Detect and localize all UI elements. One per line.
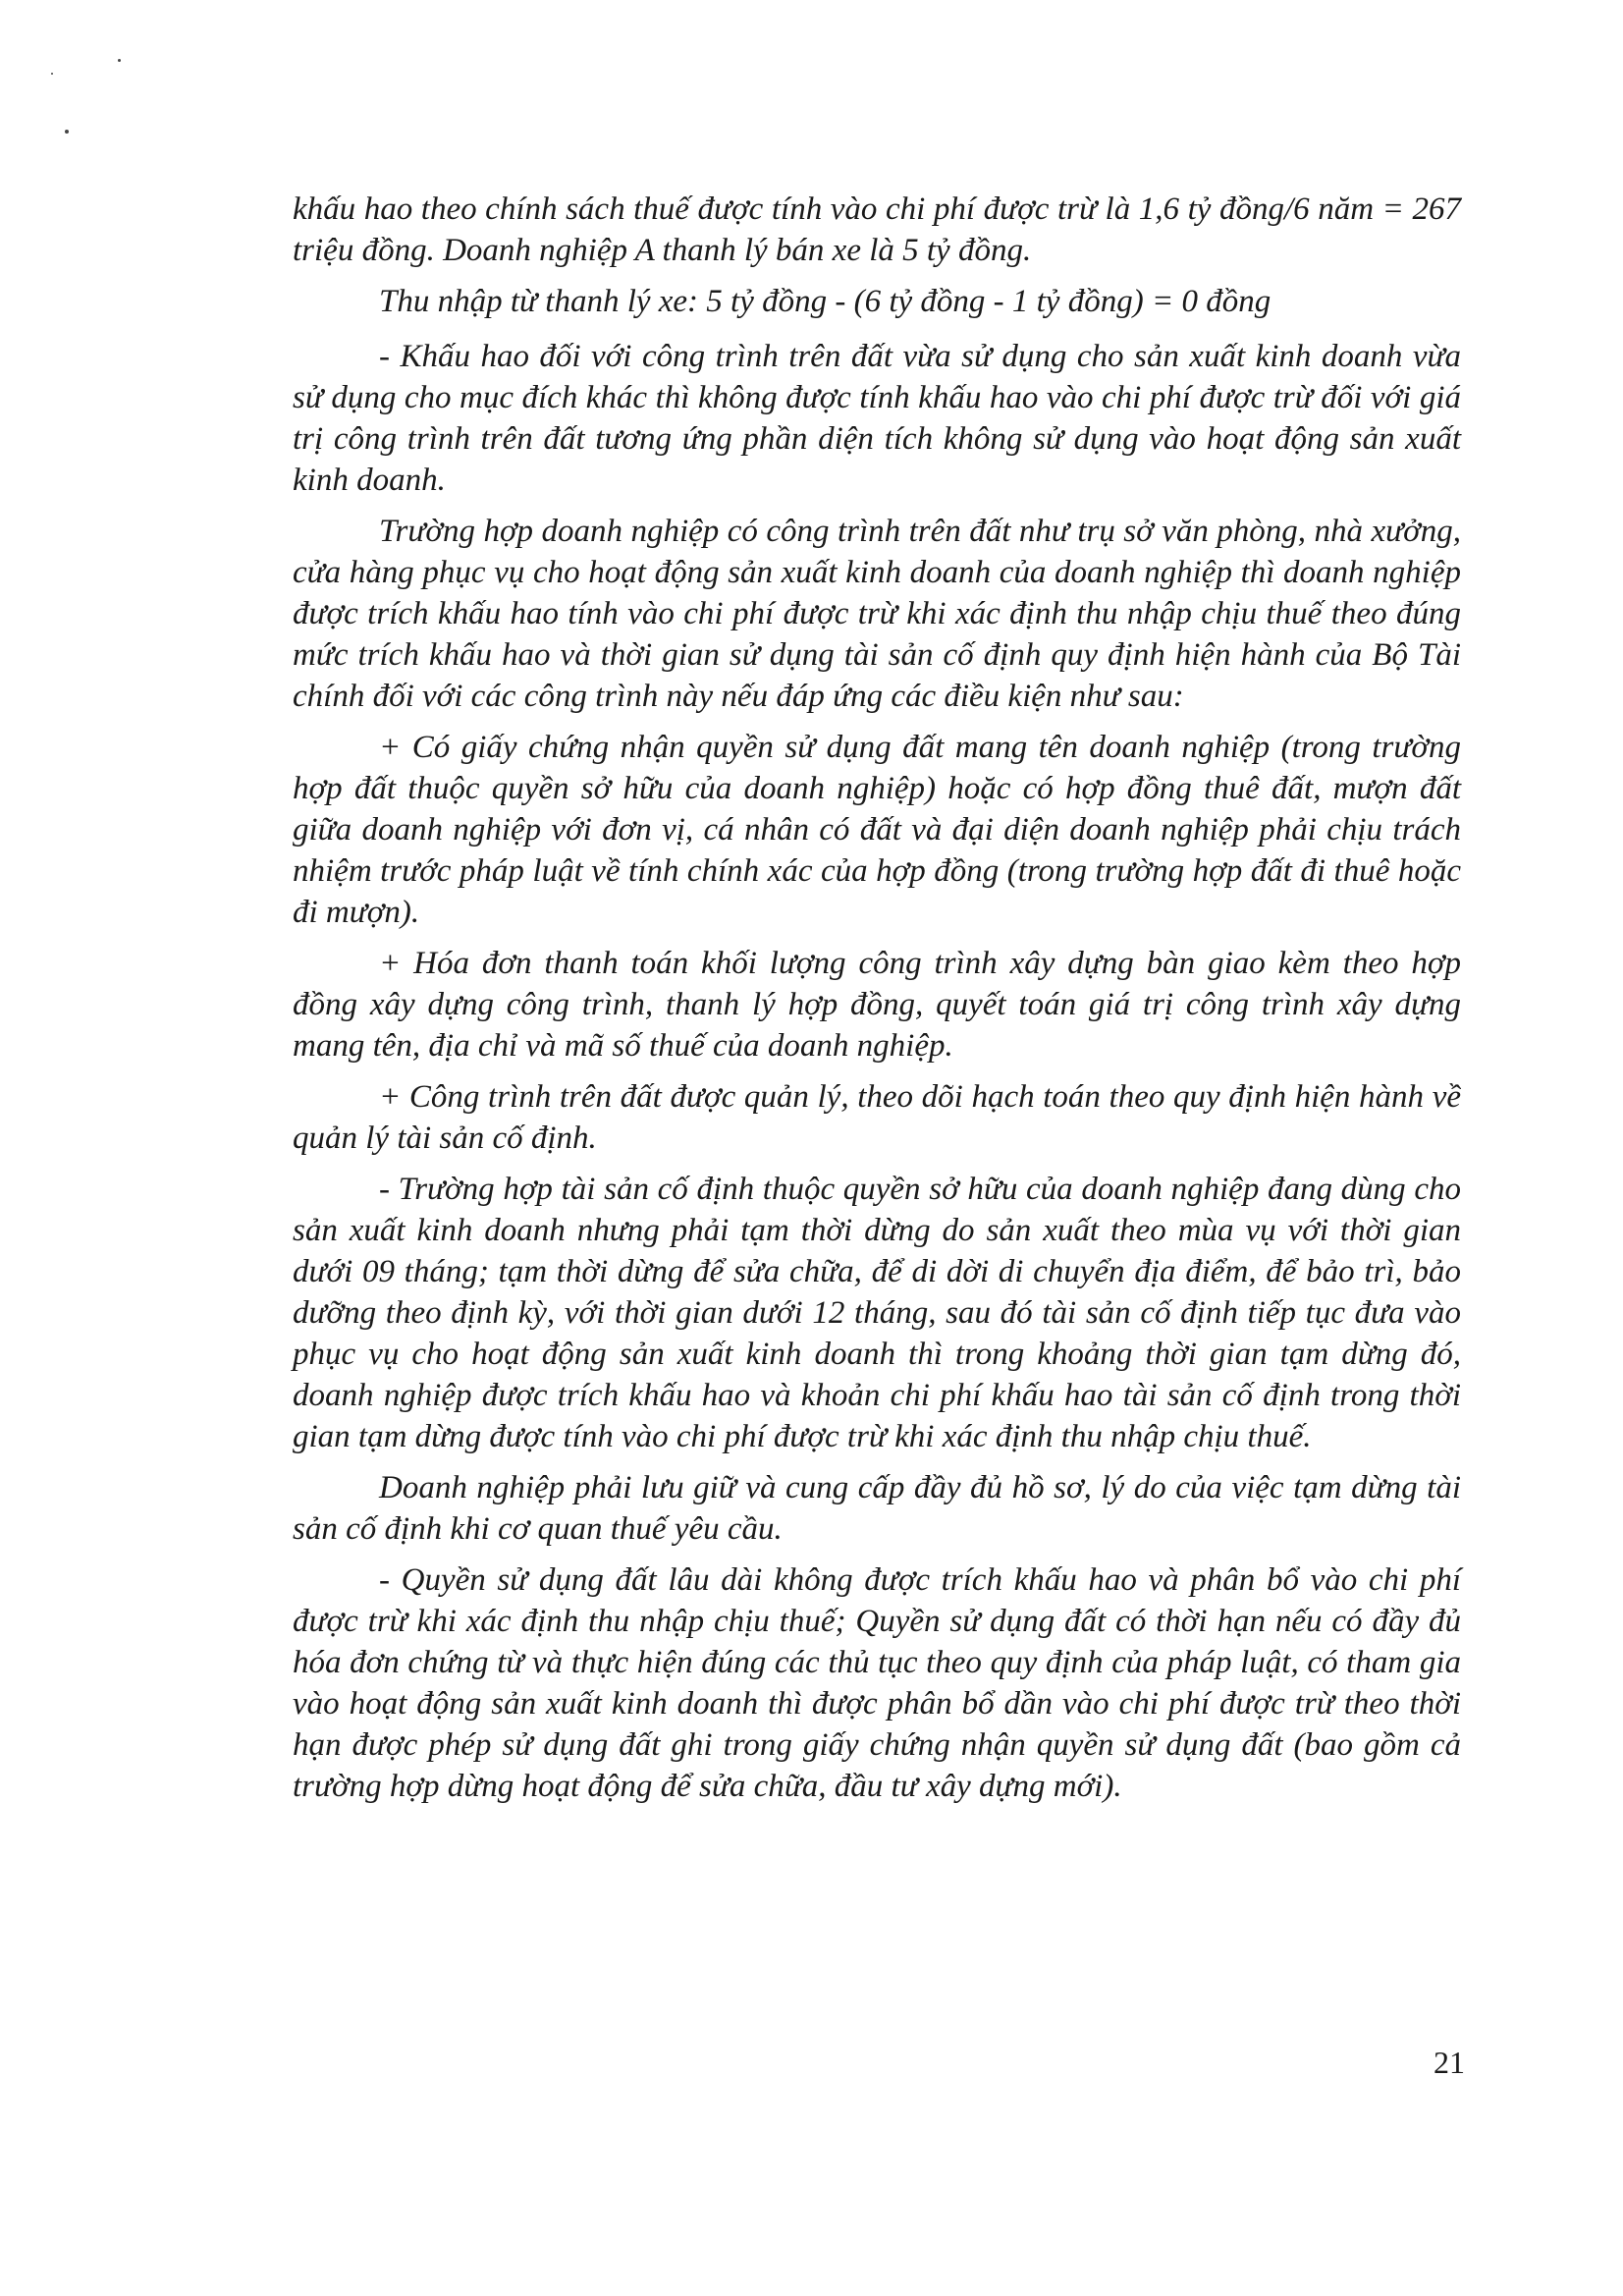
scan-speck xyxy=(118,59,121,62)
scan-speck xyxy=(65,130,69,134)
scan-speck xyxy=(51,73,53,75)
paragraph: - Quyền sử dụng đất lâu dài không được trích khấu hao và phân bổ vào chi phí được trừ khi xác định thu nhập chịu thuế; Quyền sử dụng đất có thời hạn nếu có đầy đủ hóa đơn chứng từ và thực hiện đúng các thủ tục theo quy định của pháp luật, có tham gia vào hoạt động sản xuất kinh doanh thì được phân bổ dần vào chi phí được trừ theo thời hạn được phép sử dụng đất ghi trong giấy chứng nhận quyền sử dụng đất (bao gồm cả trường hợp dừng hoạt động để sửa chữa, đầu tư xây dựng mới). xyxy=(293,1562,1461,1804)
paragraph: - Khấu hao đối với công trình trên đất vừa sử dụng cho sản xuất kinh doanh vừa sử dụng cho mục đích khác thì không được tính khấu hao vào chi phí được trừ đối với giá trị công trình trên đất tương ứng phần diện tích không sử dụng vào hoạt động sản xuất kinh doanh. xyxy=(293,339,1461,498)
document-body xyxy=(293,189,1461,1817)
paragraph: + Có giấy chứng nhận quyền sử dụng đất mang tên doanh nghiệp (trong trường hợp đất thuộc quyền sở hữu của doanh nghiệp) hoặc có hợp đồng thuê đất, mượn đất giữa doanh nghiệp với đơn vị, cá nhân có đất và đại diện doanh nghiệp phải chịu trách nhiệm trước pháp luật về tính chính xác của hợp đồng (trong trường hợp đất đi thuê hoặc đi mượn). xyxy=(293,730,1461,930)
paragraph: Trường hợp doanh nghiệp có công trình trên đất như trụ sở văn phòng, nhà xưởng, cửa hàng phục vụ cho hoạt động sản xuất kinh doanh của doanh nghiệp thì doanh nghiệp được trích khấu hao tính vào chi phí được trừ khi xác định thu nhập chịu thuế theo đúng mức trích khấu hao và thời gian sử dụng tài sản cố định quy định hiện hành của Bộ Tài chính đối với các công trình này nếu đáp ứng các điều kiện như sau: xyxy=(293,514,1461,714)
paragraph: + Công trình trên đất được quản lý, theo dõi hạch toán theo quy định hiện hành về quản lý tài sản cố định. xyxy=(293,1079,1461,1156)
paragraph: + Hóa đơn thanh toán khối lượng công trình xây dựng bàn giao kèm theo hợp đồng xây dựng công trình, thanh lý hợp đồng, quyết toán giá trị công trình xây dựng mang tên, địa chỉ và mã số thuế của doanh nghiệp. xyxy=(293,946,1461,1064)
paragraph: - Trường hợp tài sản cố định thuộc quyền sở hữu của doanh nghiệp đang dùng cho sản xuất kinh doanh nhưng phải tạm thời dừng do sản xuất theo mùa vụ với thời gian dưới 09 tháng; tạm thời dừng để sửa chữa, để di dời di chuyển địa điểm, để bảo trì, bảo dưỡng theo định kỳ, với thời gian dưới 12 tháng, sau đó tài sản cố định tiếp tục đưa vào phục vụ cho hoạt động sản xuất kinh doanh thì trong khoảng thời gian tạm dừng đó, doanh nghiệp được trích khấu hao và khoản chi phí khấu hao tài sản cố định trong thời gian tạm dừng được tính vào chi phí được trừ khi xác định thu nhập chịu thuế. xyxy=(293,1172,1461,1454)
paragraph: khấu hao theo chính sách thuế được tính vào chi phí được trừ là 1,6 tỷ đồng/6 năm = 267 triệu đồng. Doanh nghiệp A thanh lý bán xe là 5 tỷ đồng. xyxy=(293,191,1461,268)
paragraph: Thu nhập từ thanh lý xe: 5 tỷ đồng - (6 tỷ đồng - 1 tỷ đồng) = 0 đồng xyxy=(379,284,1271,319)
page-number: 21 xyxy=(1434,2045,1465,2080)
paragraph: Doanh nghiệp phải lưu giữ và cung cấp đầy đủ hồ sơ, lý do của việc tạm dừng tài sản cố định khi cơ quan thuế yêu cầu. xyxy=(293,1470,1461,1547)
